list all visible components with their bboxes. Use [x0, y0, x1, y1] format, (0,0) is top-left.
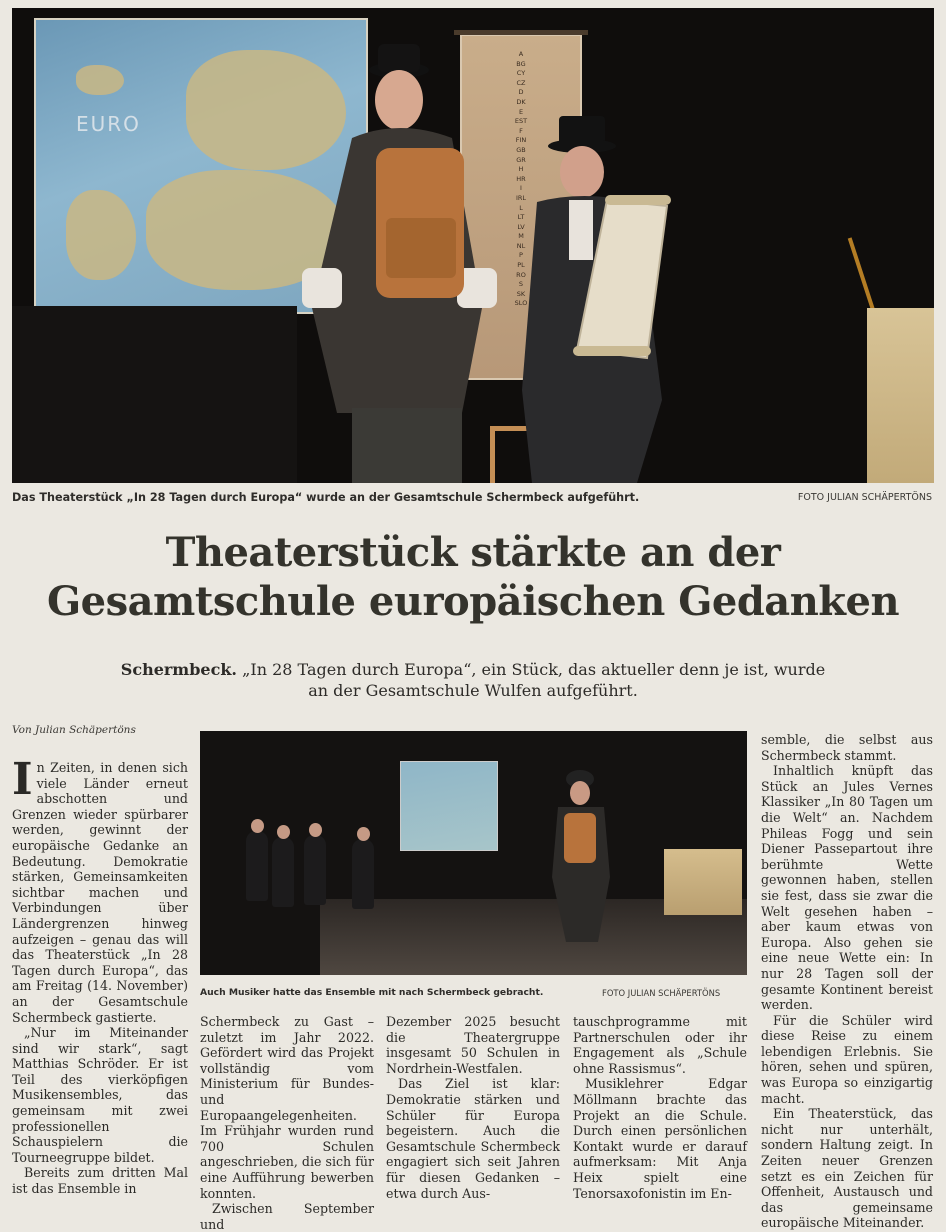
article-column-3: [386, 1014, 560, 1201]
musicians-photo-caption-row: [200, 985, 747, 1003]
paragraph: Schermbeck zu Gast – zuletzt im Jahr 2022. Gefördert wird das Projekt vollständig vom Ministerium für Bundes- und Europaangelegenheiten. Im Frühjahr wurden rund 700 Schulen angeschrieben, die sich für eine Aufführung bewerben konnten.: [200, 1014, 374, 1201]
subheadline-text: „In 28 Tagen durch Europa“, ein Stück, das aktueller denn je ist, wurde an der Gesamtschule Wulfen aufgeführt.: [242, 660, 826, 700]
country-code: SK: [516, 289, 526, 298]
paragraph: Das Ziel ist klar: Demokratie stärken und Schüler für Europa begeistern. Auch die Gesamtschule Schermbeck engagiert sich seit Jahren für diesen Gedanken – etwa durch Aus-: [386, 1076, 560, 1201]
country-code: DK: [516, 97, 526, 106]
musician: [352, 839, 374, 909]
actor-with-scroll: [517, 110, 687, 483]
top-photo: [12, 8, 934, 483]
subheadline: [120, 659, 826, 701]
paragraph: Bereits zum dritten Mal ist das Ensemble in: [12, 1165, 188, 1197]
country-code: SLO: [514, 299, 528, 308]
byline: Von Julian Schäpertöns: [12, 724, 136, 736]
country-code: F: [519, 126, 523, 135]
country-code: IRL: [515, 193, 527, 202]
top-photo-caption: Das Theaterstück „In 28 Tagen durch Europa“ wurde an der Gesamtschule Schermbeck aufgeführt.: [12, 491, 640, 504]
musician: [304, 835, 326, 905]
country-code: A: [518, 50, 524, 58]
drop-cap: I: [12, 754, 33, 805]
actor-with-backpack: [538, 767, 628, 947]
country-code: BG: [516, 59, 526, 68]
paragraph: Dezember 2025 besucht die Theatergruppe insgesamt 50 Schulen in Nordrhein-Westfalen.: [386, 1014, 560, 1076]
projection-screen: [400, 761, 498, 851]
country-code: GB: [516, 145, 526, 154]
country-code: P: [519, 251, 523, 260]
country-code: S: [518, 280, 524, 289]
musician: [246, 831, 268, 901]
dateline: Schermbeck.: [120, 660, 237, 679]
headline: [0, 528, 946, 626]
musicians-photo-credit: FOTO JULIAN SCHÄPERTÖNS: [602, 988, 721, 998]
paragraph: tauschprogramme mit Partnerschulen oder ihr Engagement als „Schule ohne Rassismus“.: [573, 1014, 747, 1076]
paragraph: Ein Theaterstück, das nicht nur unterhält, sondern Haltung zeigt. In Zeiten neuer Grenzen setzt es ein Zeichen für Offenheit, Austausch und das gemeinsame europäische Miteinander.: [761, 1106, 933, 1231]
country-code: FIN: [515, 136, 527, 145]
country-code: GR: [516, 155, 526, 164]
wooden-crate-prop: [664, 849, 742, 915]
country-code: E: [518, 107, 524, 116]
country-code: NL: [516, 241, 526, 250]
paragraph: Für die Schüler wird diese Reise zu einem lebendigen Erlebnis. Sie hören, sehen und spüren, was Europa so einzigartig macht.: [761, 1012, 933, 1106]
article-column-right: [761, 732, 933, 1231]
country-code: HR: [516, 174, 526, 183]
country-code: EST: [514, 117, 528, 126]
country-code: H: [518, 165, 524, 174]
country-code: L: [519, 203, 523, 212]
country-code: LT: [517, 213, 525, 222]
country-code: LV: [517, 222, 525, 231]
paragraph: Musiklehrer Edgar Möllmann brachte das Projekt an die Schule. Durch einen persönlichen Kontakt wurde er darauf aufmerksam: Mit Anja Heix spielt eine Tenorsaxofonistin im En-: [573, 1076, 747, 1201]
article-column-2: [200, 1014, 374, 1232]
country-code: M: [518, 232, 524, 241]
country-code: PL: [517, 261, 525, 270]
country-code: CZ: [516, 78, 526, 87]
country-code: D: [518, 88, 524, 97]
country-code: I: [520, 184, 522, 193]
musicians-photo-caption: Auch Musiker hatte das Ensemble mit nach Schermbeck gebracht.: [200, 987, 544, 998]
country-code: RO: [516, 270, 526, 279]
article-column-4: [573, 1014, 747, 1201]
wooden-crate-prop: [867, 308, 934, 483]
headline-line-1: Theaterstück stärkte an der: [165, 529, 781, 576]
paragraph: semble, die selbst aus Schermbeck stammt.: [761, 732, 933, 763]
article-column-1: [12, 754, 188, 1197]
paragraph: Inhaltlich knüpft das Stück an Jules Vernes Klassiker „In 80 Tagen um die Welt“ an. Nachdem Phileas Fogg und sein Diener Passepartout ihre berühmte Wette gewonnen haben, stellen sie fest, dass sie zwar die Welt gesehen haben – aber kaum etwas von Europa. Also gehen sie eine neue Wette ein: In nur 28 Tagen soll der gesamte Kontinent bereist werden.: [761, 763, 933, 1013]
paragraph: n Zeiten, in denen sich viele Länder erneut abschotten und Grenzen wieder spürbarer werden, gewinnt der europäische Gedanke an Bedeutung. Demokratie stärken, Gemeinsamkeiten sichtbar machen und Verbindungen über Ländergrenzen hinweg aufzeigen – genau das will das Theaterstück „In 28 Tagen durch Europa“, das am Freitag (14. November) an der Gesamtschule Schermbeck gastierte.: [12, 760, 188, 1025]
walking-stick-prop: [848, 237, 877, 314]
headline-line-2: Gesamtschule europäischen Gedanken: [46, 578, 900, 625]
top-photo-credit: FOTO JULIAN SCHÄPERTÖNS: [797, 492, 932, 503]
country-code: CY: [516, 69, 526, 78]
musicians-photo: [200, 731, 747, 975]
paragraph: Zwischen September und: [200, 1201, 374, 1232]
actor-with-backpack: [292, 38, 512, 483]
map-label: EURO: [76, 112, 141, 136]
stage-table: [12, 306, 297, 483]
paragraph: „Nur im Miteinander sind wir stark“, sagt Matthias Schröder. Er ist Teil des vierköpfigen Musikensembles, das gemeinsam mit zwei professionellen Schauspielern die Tourneegruppe bildet.: [12, 1025, 188, 1165]
musician: [272, 837, 294, 907]
